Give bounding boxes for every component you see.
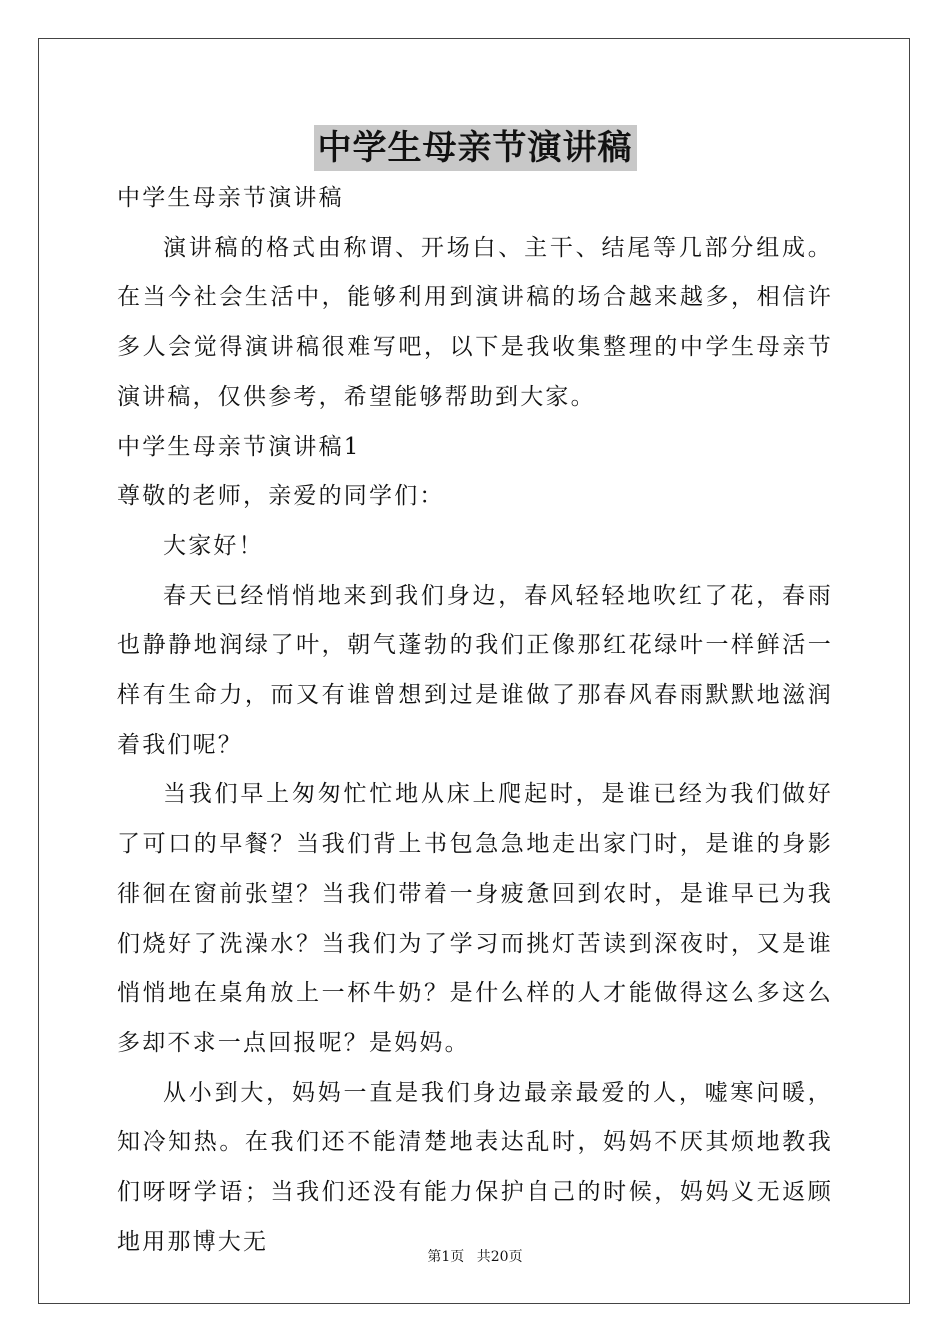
- paragraph: 尊敬的老师，亲爱的同学们：: [117, 483, 445, 510]
- paragraph: 当我们早上匆匆忙忙地从床上爬起时，是谁已经为我们做好了可口的早餐？当我们背上书包急急地走出家门时，是谁的身影徘徊在窗前张望？当我们带着一身疲惫回到农时，是谁早已为我们烧好了洗澡水？当我们为了学习而挑灯苦读到深夜时，又是谁悄悄地在桌角放上一杯牛奶？是什么样的人才能做得这么多这么多却不求一点回报呢？是妈妈。: [117, 781, 833, 1056]
- paragraph: 中学生母亲节演讲稿: [117, 185, 344, 211]
- paragraph: 演讲稿的格式由称谓、开场白、主干、结尾等几部分组成。在当今社会生活中，能够利用到演讲稿的场合越来越多，相信许多人会觉得演讲稿很难写吧，以下是我收集整理的中学生母亲节演讲稿，仅供参考，希望能够帮助到大家。: [117, 234, 833, 410]
- paragraph: 中学生母亲节演讲稿1: [117, 433, 361, 460]
- page-footer: [0, 1247, 950, 1267]
- title-area: [0, 125, 950, 171]
- page-total: 共20页: [476, 1249, 523, 1265]
- paragraph: 春天已经悄悄地来到我们身边，春风轻轻地吹红了花，春雨也静静地润绿了叶，朝气蓬勃的我们正像那红花绿叶一样鲜活一样有生命力，而又有谁曾想到过是谁做了那春风春雨默默地滋润着我们呢？: [117, 582, 833, 758]
- paragraph: 从小到大，妈妈一直是我们身边最亲最爱的人，嘘寒问暖，知冷知热。在我们还不能清楚地表达乱时，妈妈不厌其烦地教我们呀呀学语；当我们还没有能力保护自己的时候，妈妈义无返顾地用那博大无: [117, 1079, 833, 1255]
- page-number: 第1页: [427, 1249, 465, 1265]
- paragraph: 大家好！: [163, 532, 264, 559]
- document-body: [117, 174, 833, 1267]
- document-title: 中学生母亲节演讲稿: [314, 125, 637, 171]
